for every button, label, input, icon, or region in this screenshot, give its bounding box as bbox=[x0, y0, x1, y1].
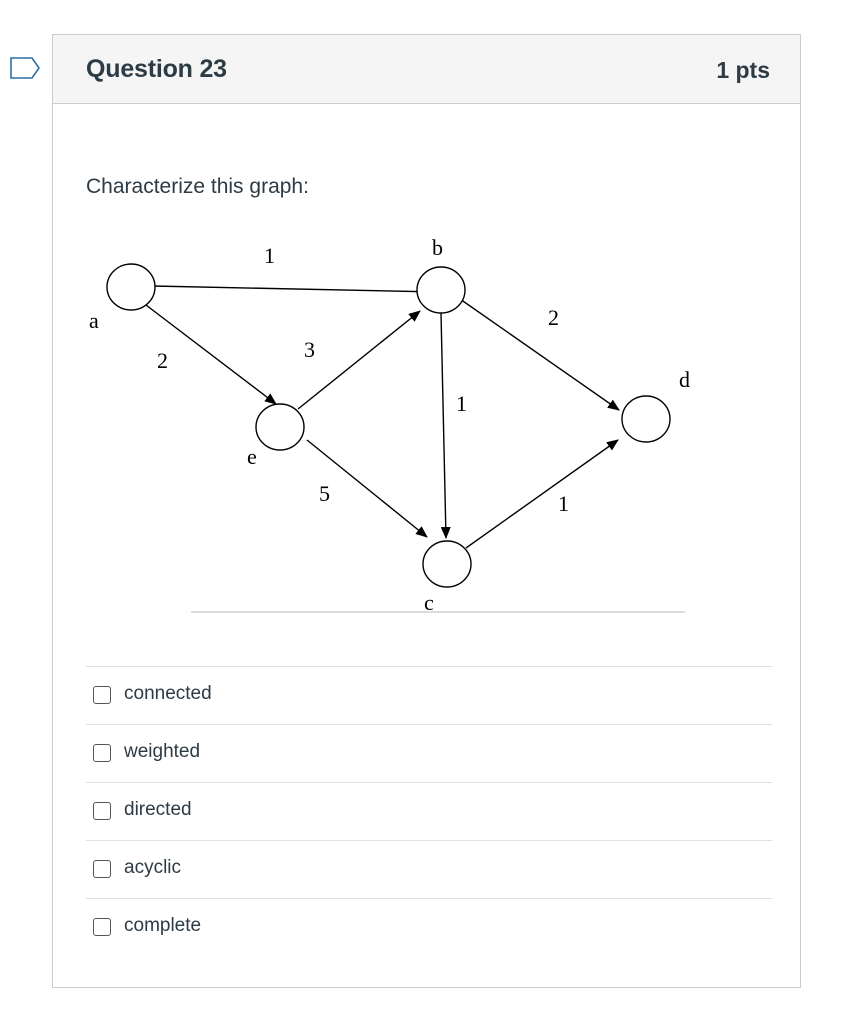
checkbox[interactable] bbox=[93, 686, 111, 704]
checkbox[interactable] bbox=[93, 860, 111, 878]
node-e bbox=[256, 404, 304, 450]
node-label-a: a bbox=[89, 308, 99, 333]
edge-e-b bbox=[298, 311, 420, 409]
question-header bbox=[53, 35, 800, 104]
node-c bbox=[423, 541, 471, 587]
weight-b-d: 2 bbox=[548, 305, 559, 330]
weight-e-b: 3 bbox=[304, 337, 315, 362]
node-a bbox=[107, 264, 155, 310]
graph-diagram bbox=[83, 231, 693, 621]
node-b bbox=[417, 267, 465, 313]
node-d bbox=[622, 396, 670, 442]
weight-e-c: 5 bbox=[319, 481, 330, 506]
edge-b-c bbox=[441, 313, 446, 538]
answer-option[interactable] bbox=[86, 724, 772, 782]
answer-label: directed bbox=[124, 799, 192, 820]
checkbox[interactable] bbox=[93, 744, 111, 762]
answer-option[interactable] bbox=[86, 840, 772, 898]
answer-label: weighted bbox=[124, 741, 201, 762]
checkbox[interactable] bbox=[93, 918, 111, 936]
node-label-c: c bbox=[424, 590, 434, 615]
answer-label: complete bbox=[124, 915, 202, 936]
edge-a-b bbox=[153, 286, 439, 292]
answer-option[interactable] bbox=[86, 666, 772, 724]
node-label-e: e bbox=[247, 444, 257, 469]
weight-a-b: 1 bbox=[264, 243, 275, 268]
answer-label: acyclic bbox=[124, 857, 182, 878]
weight-b-c: 1 bbox=[456, 391, 467, 416]
checkbox[interactable] bbox=[93, 802, 111, 820]
node-label-d: d bbox=[679, 367, 690, 392]
bookmark-flag-icon[interactable] bbox=[10, 57, 40, 79]
weight-a-e: 2 bbox=[157, 348, 168, 373]
answer-list bbox=[86, 666, 772, 956]
node-label-b: b bbox=[432, 235, 443, 260]
weight-c-d: 1 bbox=[558, 491, 569, 516]
question-card bbox=[52, 34, 801, 988]
answer-option[interactable] bbox=[86, 898, 772, 956]
question-prompt: Characterize this graph: bbox=[86, 175, 309, 198]
answer-label: connected bbox=[124, 683, 212, 704]
answer-option[interactable] bbox=[86, 782, 772, 840]
question-points: 1 pts bbox=[716, 57, 770, 83]
question-title: Question 23 bbox=[86, 55, 227, 83]
edge-b-d bbox=[460, 299, 619, 410]
edge-c-d bbox=[466, 440, 618, 548]
